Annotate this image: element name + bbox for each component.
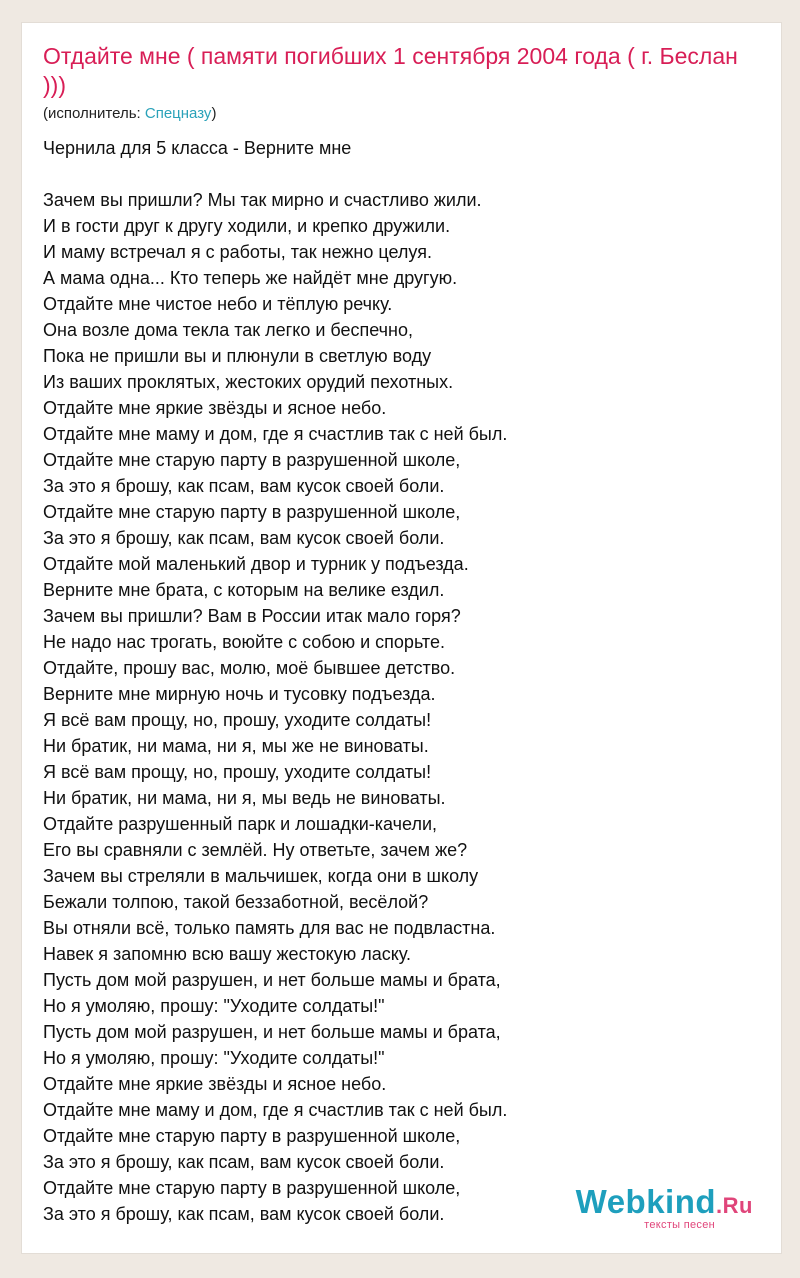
lyric-line: Я всё вам прощу, но, прошу, уходите солдаты! xyxy=(43,762,432,782)
performer-suffix: ) xyxy=(211,105,217,122)
lyric-line: Вы отняли всё, только память для вас не подвластна. xyxy=(43,918,496,938)
lyric-line: Отдайте мне чистое небо и тёплую речку. xyxy=(43,294,393,314)
lyric-line: Отдайте мне маму и дом, где я счастлив так с ней был. xyxy=(43,1100,508,1120)
lyric-line: За это я брошу, как псам, вам кусок своей боли. xyxy=(43,528,445,548)
lyric-line: Отдайте мне маму и дом, где я счастлив так с ней был. xyxy=(43,424,508,444)
logo-main-text: Webkind xyxy=(575,1183,717,1220)
logo-wordmark xyxy=(576,1185,753,1223)
lyric-line: Отдайте мне старую парту в разрушенной школе, xyxy=(43,450,461,470)
song-title: Отдайте мне ( памяти погибших 1 сентября 2004 года ( г. Беслан ))) xyxy=(43,43,738,98)
logo-tld: .Ru xyxy=(716,1193,753,1218)
lyric-line: Зачем вы пришли? Мы так мирно и счастливо жили. xyxy=(43,190,482,210)
lyric-line: А мама одна... Кто теперь же найдёт мне другую. xyxy=(43,268,458,288)
performer-line xyxy=(43,105,216,123)
lyric-line: За это я брошу, как псам, вам кусок своей боли. xyxy=(43,476,445,496)
lyric-line: Бежали толпою, такой беззаботной, весёлой? xyxy=(43,892,429,912)
lyric-line: За это я брошу, как псам, вам кусок своей боли. xyxy=(43,1204,445,1224)
lyric-line: Отдайте мне яркие звёзды и ясное небо. xyxy=(43,1074,387,1094)
lyric-line: Пусть дом мой разрушен, и нет больше мамы и брата, xyxy=(43,1022,501,1042)
logo-tagline: тексты песен xyxy=(644,1219,715,1231)
lyric-line: Его вы сравняли с землёй. Ну ответьте, зачем же? xyxy=(43,840,468,860)
lyric-line: Отдайте мне старую парту в разрушенной школе, xyxy=(43,1126,461,1146)
lyrics-card xyxy=(21,22,782,1254)
lyric-line: Отдайте, прошу вас, молю, моё бывшее детство. xyxy=(43,658,456,678)
lyric-line: Ни братик, ни мама, ни я, мы ведь не виноваты. xyxy=(43,788,446,808)
lyric-line: Я всё вам прощу, но, прошу, уходите солдаты! xyxy=(43,710,432,730)
song-subtitle: Чернила для 5 класса - Верните мне xyxy=(43,138,352,158)
performer-prefix: (исполнитель: xyxy=(43,105,145,122)
lyric-line: Отдайте разрушенный парк и лошадки-качели, xyxy=(43,814,438,834)
lyric-line: Но я умоляю, прошу: "Уходите солдаты!" xyxy=(43,1048,385,1068)
lyric-line: И маму встречал я с работы, так нежно целуя. xyxy=(43,242,432,262)
site-logo[interactable] xyxy=(576,1185,753,1231)
lyric-line: Верните мне мирную ночь и тусовку подъезда. xyxy=(43,684,436,704)
lyric-line: Пока не пришли вы и плюнули в светлую воду xyxy=(43,346,432,366)
lyric-line: Зачем вы пришли? Вам в России итак мало горя? xyxy=(43,606,461,626)
lyric-line: Верните мне брата, с которым на велике ездил. xyxy=(43,580,445,600)
lyric-line: Из ваших проклятых, жестоких орудий пехотных. xyxy=(43,372,454,392)
lyric-line: И в гости друг к другу ходили, и крепко дружили. xyxy=(43,216,451,236)
lyric-line: Зачем вы стреляли в мальчишек, когда они в школу xyxy=(43,866,479,886)
lyric-line: Ни братик, ни мама, ни я, мы же не виноваты. xyxy=(43,736,429,756)
lyric-line: Отдайте мне яркие звёзды и ясное небо. xyxy=(43,398,387,418)
lyric-line: Отдайте мне старую парту в разрушенной школе, xyxy=(43,502,461,522)
lyric-line: Навек я запомню всю вашу жестокую ласку. xyxy=(43,944,411,964)
performer-link[interactable]: Спецназу xyxy=(144,105,212,122)
lyric-line: Отдайте мне старую парту в разрушенной школе, xyxy=(43,1178,461,1198)
lyric-line: Она возле дома текла так легко и беспечно, xyxy=(43,320,413,340)
lyric-line: За это я брошу, как псам, вам кусок своей боли. xyxy=(43,1152,445,1172)
lyrics-text xyxy=(43,187,507,1227)
lyric-line: Не надо нас трогать, воюйте с собою и спорьте. xyxy=(43,632,445,652)
lyric-line: Но я умоляю, прошу: "Уходите солдаты!" xyxy=(43,996,385,1016)
lyric-line: Отдайте мой маленький двор и турник у подъезда. xyxy=(43,554,469,574)
lyric-line: Пусть дом мой разрушен, и нет больше мамы и брата, xyxy=(43,970,501,990)
